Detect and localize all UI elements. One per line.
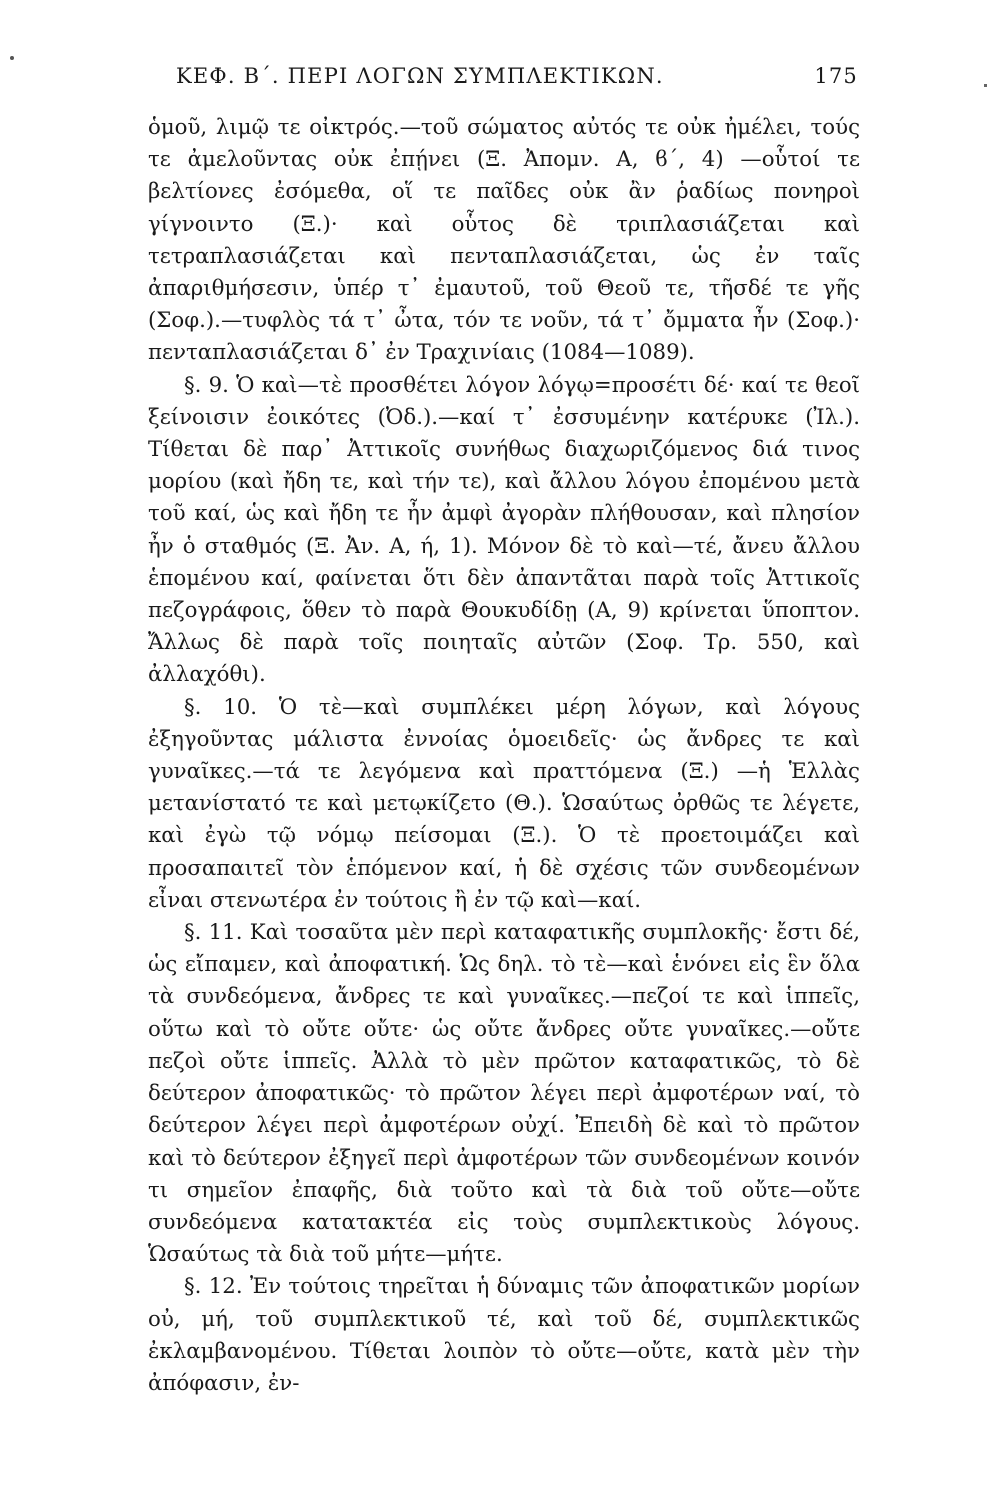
- running-head: [148, 58, 860, 92]
- paragraph-continuation: ὁμοῦ, λιμῷ τε οἰκτρός.—τοῦ σώματος αὐτός τε οὐκ ἠμέλει, τούς τε ἀμελοῦντας οὐκ ἐπῄνει (Ξ. Ἀπομν. Α, ϐ΄, 4) —οὗτοί τε βελτίονες ἐσόμεθα, οἵ τε παῖδες οὐκ ἂν ῥαδίως πονηροὶ γίγνοιντο (Ξ.)· καὶ οὗτος δὲ τριπλασιάζεται καὶ τετραπλασιάζεται καὶ πενταπλασιάζεται, ὡς ἐν ταῖς ἀπαριθμήσεσιν, ὑπέρ τ᾿ ἐμαυτοῦ, τοῦ Θεοῦ τε, τῆσδέ τε γῆς (Σοφ.).—τυφλὸς τά τ᾿ ὦτα, τόν τε νοῦν, τά τ᾿ ὄμματα ἦν (Σοφ.)· πενταπλασιάζεται δ᾿ ἐν Τραχινίαις (1084—1089).: [148, 115, 860, 366]
- book-page: [148, 58, 860, 1478]
- margin-speck-right: [984, 84, 987, 87]
- paragraph-section-9: §. 9. Ὁ καὶ—τὲ προσθέτει λόγον λόγῳ=προσέτι δέ· καί τε θεοῖ ξείνοισιν ἐοικότες (Ὀδ.).—καί τ᾿ ἐσσυμένην κατέρυκε (Ἰλ.). Τίθεται δὲ παρ᾿ Ἀττικοῖς συνήθως διαχωριζόμενος διά τινος μορίου (καὶ ἤδη τε, καὶ τήν τε), καὶ ἄλλου λόγου ἐπομένου μετὰ τοῦ καί, ὡς καὶ ἤδη τε ἦν ἀμφὶ ἀγορὰν πλήθουσαν, καὶ πλησίον ἦν ὁ σταθμός (Ξ. Ἀν. Α, ή, 1). Μόνον δὲ τὸ καὶ—τέ, ἄνευ ἄλλου ἑπομένου καί, φαίνεται ὅτι δὲν ἀπαντᾶται παρὰ τοῖς Ἀττικοῖς πεζογράφοις, ὅθεν τὸ παρὰ Θουκυδίδῃ (Α, 9) κρίνεται ὕποπτον. Ἄλλως δὲ παρὰ τοῖς ποιηταῖς αὐτῶν (Σοφ. Τρ. 550, καὶ ἀλλαχόθι).: [148, 372, 860, 688]
- page-body: [148, 112, 860, 1400]
- paragraph-section-12: §. 12. Ἐν τούτοις τηρεῖται ἡ δύναμις τῶν ἀποφατικῶν μορίων οὐ, μή, τοῦ συμπλεκτικοῦ τέ, καὶ τοῦ δέ, συμπλεκτικῶς ἐκλαμβανομένου. Τίθεται λοιπὸν τὸ οὔτε—οὔτε, κατὰ μὲν τὴν ἀπόφασιν, ἐν-: [148, 1274, 860, 1396]
- margin-speck: [10, 56, 14, 60]
- paragraph-section-10: §. 10. Ὁ τὲ—καὶ συμπλέκει μέρη λόγων, καὶ λόγους ἐξηγοῦντας μάλιστα ἐννοίας ὁμοειδεῖς· ὡς ἄνδρες τε καὶ γυναῖκες.—τά τε λεγόμενα καὶ πραττόμενα (Ξ.) —ἡ Ἑλλὰς μετανίστατό τε καὶ μετῳκίζετο (Θ.). Ὡσαύτως ὀρθῶς τε λέγετε, καὶ ἐγὼ τῷ νόμῳ πείσομαι (Ξ.). Ὁ τὲ προετοιμάζει καὶ προσαπαιτεῖ τὸν ἑπόμενον καί, ἡ δὲ σχέσις τῶν συνδεομένων εἶναι στενωτέρα ἐν τούτοις ἢ ἐν τῷ καὶ—καί.: [148, 694, 860, 913]
- chapter-title: ΚΕΦ. Β΄. ΠΕΡΙ ΛΟΓΩΝ ΣΥΜΠΛΕΚΤΙΚΩΝ.: [176, 64, 664, 88]
- page-number: 175: [814, 64, 858, 88]
- paragraph-section-11: §. 11. Καὶ τοσαῦτα μὲν περὶ καταφατικῆς συμπλοκῆς· ἔστι δέ, ὡς εἴπαμεν, καὶ ἀποφατική. Ὡς δηλ. τὸ τὲ—καὶ ἑνόνει εἰς ἓν ὅλα τὰ συνδεόμενα, ἄνδρες τε καὶ γυναῖκες.—πεζοί τε καὶ ἱππεῖς, οὕτω καὶ τὸ οὔτε οὔτε· ὡς οὔτε ἄνδρες οὔτε γυναῖκες.—οὔτε πεζοὶ οὔτε ἱππεῖς. Ἀλλὰ τὸ μὲν πρῶτον καταφατικῶς, τὸ δὲ δεύτερον ἀποφατικῶς· τὸ πρῶτον λέγει περὶ ἀμφοτέρων ναί, τὸ δεύτερον λέγει περὶ ἀμφοτέρων οὐχί. Ἐπειδὴ δὲ καὶ τὸ πρῶτον καὶ τὸ δεύτερον ἐξηγεῖ περὶ ἀμφοτέρων τῶν συνδεομένων κοινόν τι σημεῖον ἐπαφῆς, διὰ τοῦτο καὶ τὰ διὰ τοῦ οὔτε—οὔτε συνδεόμενα κατατακτέα εἰς τοὺς συμπλεκτικοὺς λόγους. Ὡσαύτως τὰ διὰ τοῦ μήτε—μήτε.: [148, 920, 860, 1268]
